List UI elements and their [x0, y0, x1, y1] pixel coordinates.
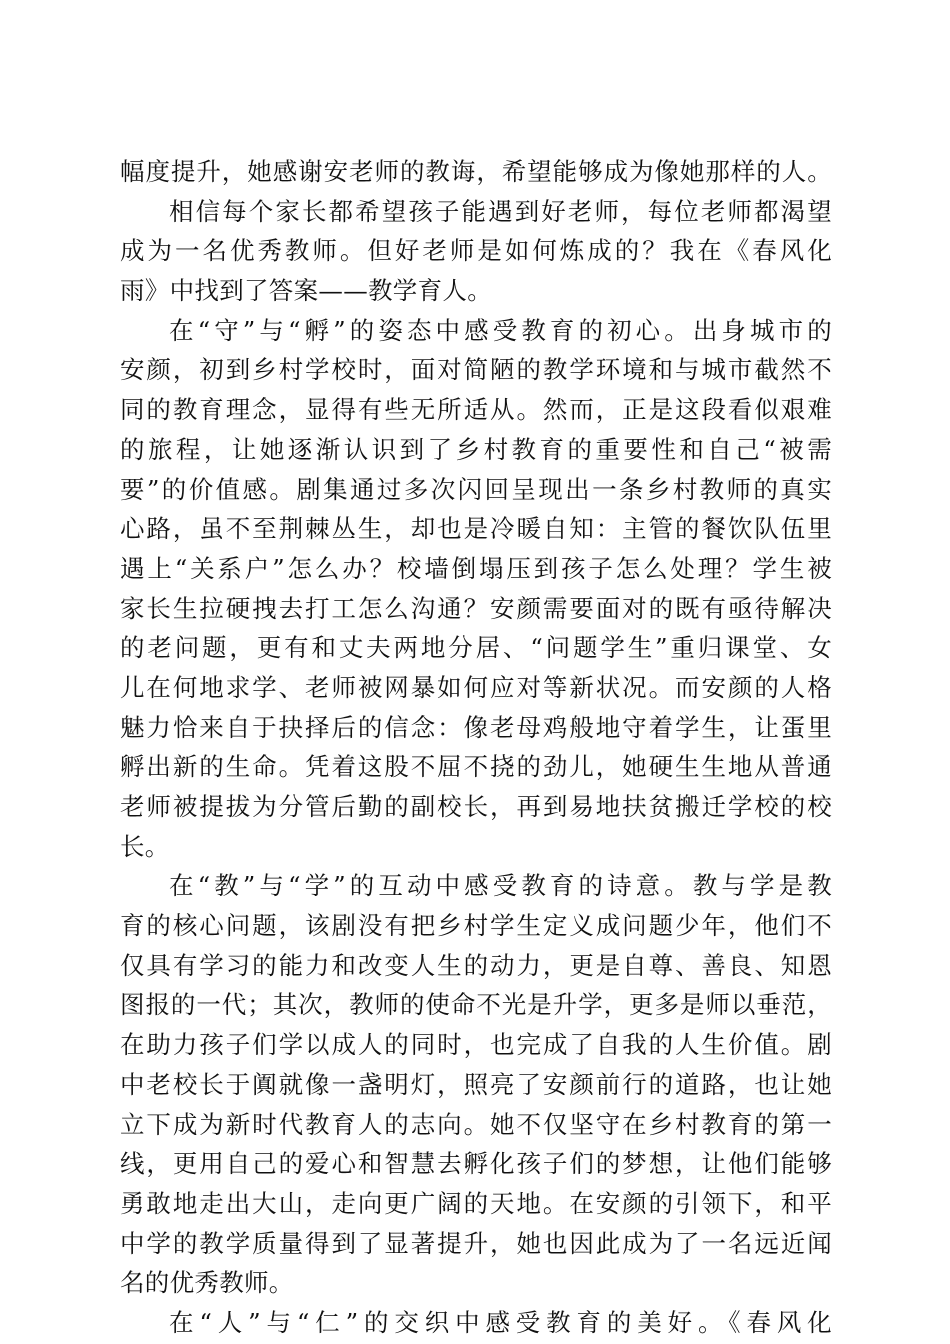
text-line: 成为一名优秀教师。但好老师是如何炼成的？我在《春风化: [120, 236, 832, 266]
text-line: 仅具有学习的能力和改变人生的动力，更是自尊、善良、知恩: [120, 950, 832, 980]
text-line: 魅力恰来自于抉择后的信念：像老母鸡般地守着学生，让蛋里: [120, 712, 832, 742]
text-line: 要”的价值感。剧集通过多次闪回呈现出一条乡村教师的真实: [120, 474, 832, 504]
text-line: 心路，虽不至荆棘丛生，却也是冷暖自知：主管的餐饮队伍里: [120, 514, 832, 544]
paragraph-end-line: 长。: [120, 831, 170, 861]
text-line: 育的核心问题，该剧没有把乡村学生定义成问题少年，他们不: [120, 911, 832, 941]
paragraph-start-line: 在“守”与“孵”的姿态中感受教育的初心。出身城市的: [169, 315, 832, 345]
text-line: 的老问题，更有和丈夫两地分居、“问题学生”重归课堂、女: [120, 633, 832, 663]
text-line: 中老校长于阗就像一盏明灯，照亮了安颜前行的道路，也让她: [120, 1069, 832, 1099]
paragraph-start-line: 相信每个家长都希望孩子能遇到好老师，每位老师都渴望: [169, 196, 832, 226]
text-line: 安颜，初到乡村学校时，面对简陋的教学环境和与城市截然不: [120, 355, 832, 385]
text-line: 老师被提拔为分管后勤的副校长，再到易地扶贫搬迁学校的校: [120, 792, 832, 821]
text-line: 的旅程，让她逐渐认识到了乡村教育的重要性和自己“被需: [120, 434, 832, 464]
paragraph-end-line: 雨》中找到了答案——教学育人。: [120, 276, 492, 306]
paragraph-start-line: 在“教”与“学”的互动中感受教育的诗意。教与学是教: [169, 871, 832, 901]
text-line: 家长生拉硬拽去打工怎么沟通？安颜需要面对的既有亟待解决: [120, 593, 832, 623]
text-line: 图报的一代；其次，教师的使命不光是升学，更多是师以垂范，: [120, 990, 832, 1020]
text-line: 遇上“关系户”怎么办？校墙倒塌压到孩子怎么处理？学生被: [120, 553, 832, 583]
text-line: 幅度提升，她感谢安老师的教诲，希望能够成为像她那样的人。: [120, 157, 832, 186]
text-line: 同的教育理念，显得有些无所适从。然而，正是这段看似艰难: [120, 395, 832, 425]
text-line: 立下成为新时代教育人的志向。她不仅坚守在乡村教育的第一: [120, 1109, 832, 1139]
paragraph-start-line: 在“人”与“仁”的交织中感受教育的美好。《春风化: [169, 1307, 832, 1337]
text-line: 在助力孩子们学以成人的同时，也完成了自我的人生价值。剧: [120, 1030, 832, 1060]
text-line: 勇敢地走出大山，走向更广阔的天地。在安颜的引领下，和平: [120, 1188, 832, 1218]
text-line: 中学的教学质量得到了显著提升，她也因此成为了一名远近闻: [120, 1228, 832, 1258]
paragraph-end-line: 名的优秀教师。: [120, 1268, 294, 1298]
text-line: 线，更用自己的爱心和智慧去孵化孩子们的梦想，让他们能够: [120, 1149, 832, 1179]
body-text: [120, 152, 832, 1343]
text-line: 孵出新的生命。凭着这股不屈不挠的劲儿，她硬生生地从普通: [120, 752, 832, 782]
text-line: 儿在何地求学、老师被网暴如何应对等新状况。而安颜的人格: [120, 672, 832, 702]
